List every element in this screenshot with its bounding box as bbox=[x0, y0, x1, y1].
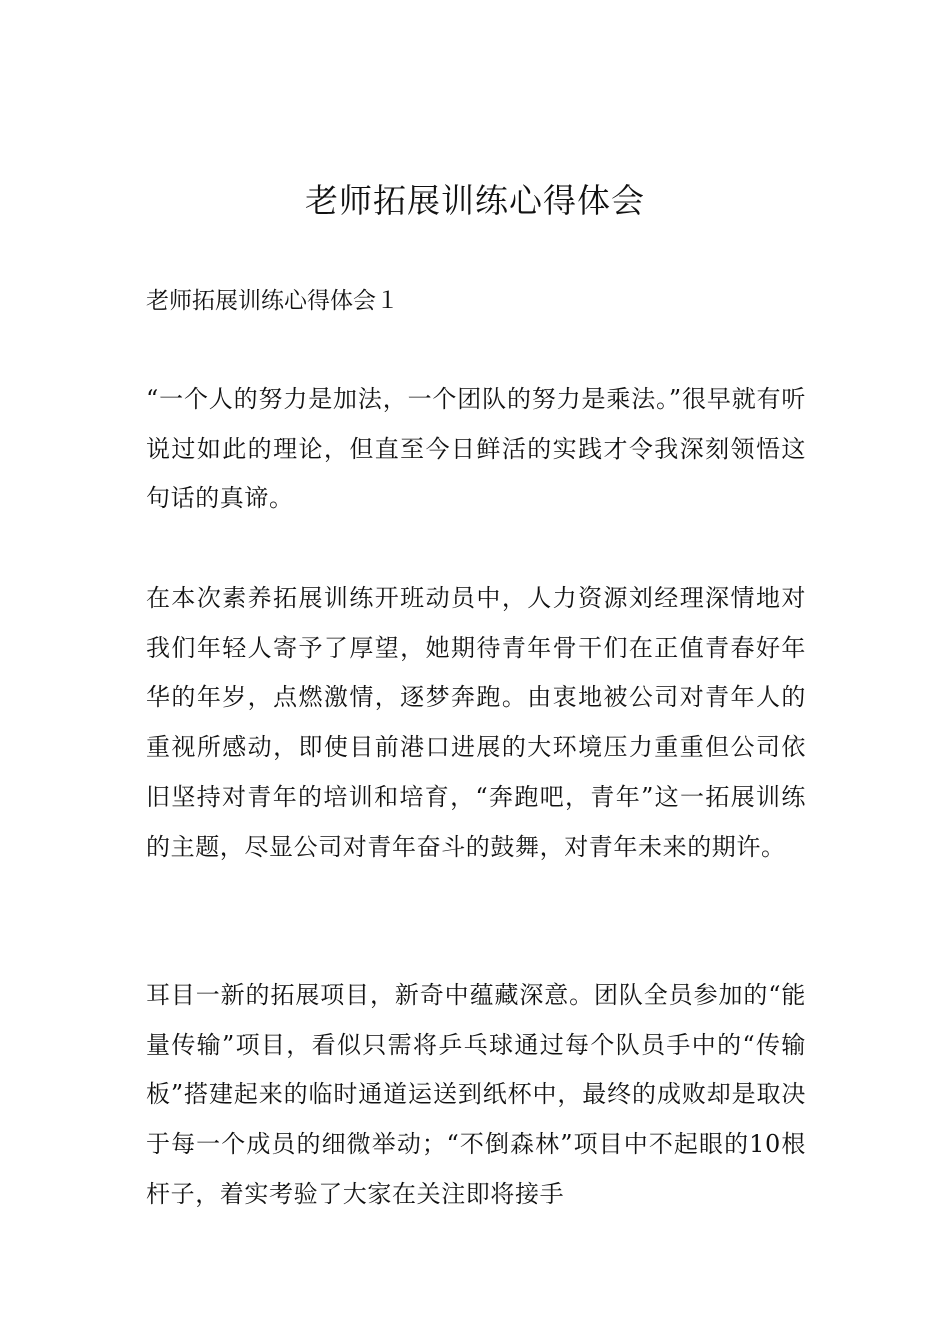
paragraph-1: “一个人的努力是加法，一个团队的努力是乘法。”很早就有听说过如此的理论，但直至今日鲜活的实践才令我深刻领悟这句话的真谛。 bbox=[146, 385, 806, 513]
paragraph-2: 在本次素养拓展训练开班动员中，人力资源刘经理深情地对我们年轻人寄予了厚望，她期待青年骨干们在正值青春好年华的年岁，点燃激情，逐梦奔跑。由衷地被公司对青年人的重视所感动，即使目前港口进展的大环境压力重重但公司依旧坚持对青年的培训和培育，“奔跑吧，青年”这一拓展训练的主题，尽显公司对青年奋斗的鼓舞，对青年未来的期许。 bbox=[146, 584, 806, 861]
document-title: 老师拓展训练心得体会 bbox=[305, 181, 645, 220]
paragraph-3: 耳目一新的拓展项目，新奇中蕴藏深意。团队全员参加的“能量传输”项目，看似只需将乒乓球通过每个队员手中的“传输板”搭建起来的临时通道运送到纸杯中，最终的成败却是取决于每一个成员的细微举动；“不倒森林”项目中不起眼的10根杆子，着实考验了大家在关注即将接手 bbox=[146, 981, 806, 1208]
section-heading: 老师拓展训练心得体会１ bbox=[146, 288, 399, 314]
